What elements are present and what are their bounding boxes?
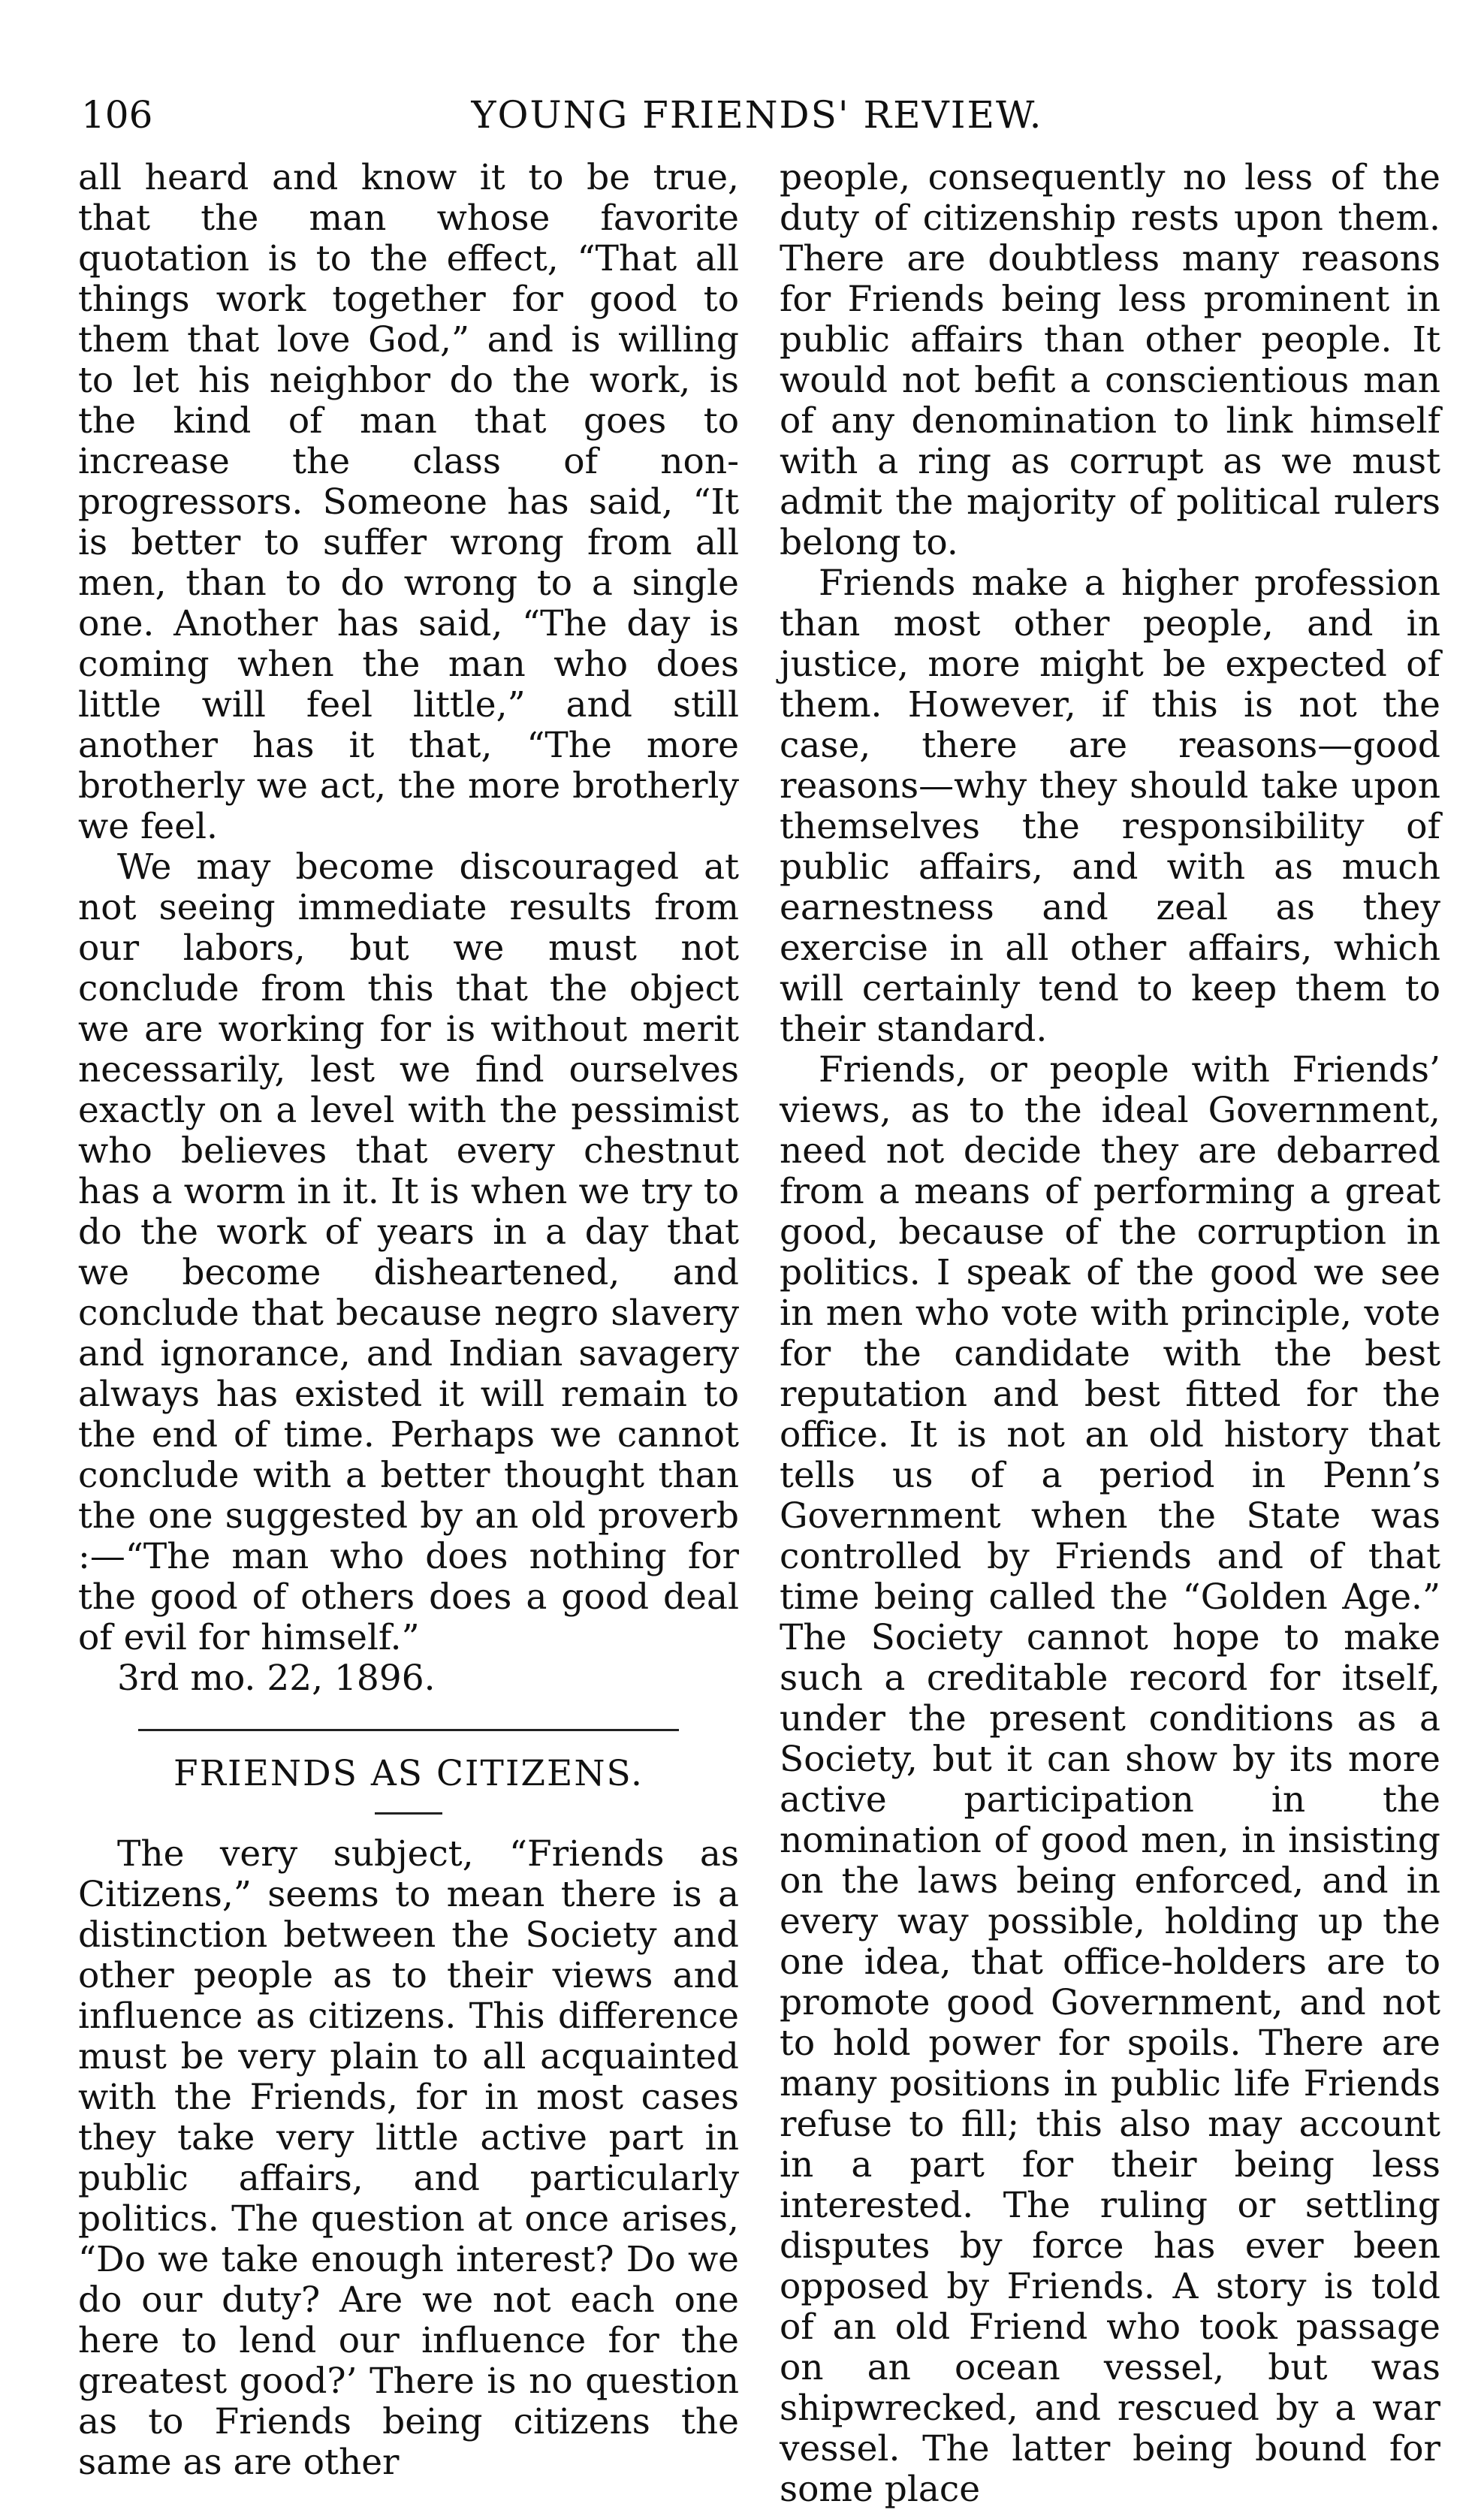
right-paragraph-1: people, consequently no less of the duty of citizenship rests upon them. There are doubtless many reasons for Friends being less prominent in public affairs than other people. It would not befit a conscientious man of any denomination to link himself with a ring as corrupt as we must admit the majority of political rulers belong to.: [780, 157, 1440, 563]
left-paragraph-2: We may become discouraged at not seeing immediate results from our labors, but we must not conclude from this that the object we are working for is without merit necessarily, lest we find ourselves exactly on a level with the pessimist who believes that every chestnut has a worm in it. It is when we try to do the work of years in a day that we become disheartened, and conclude that because negro slavery and ignorance, and Indian savagery always has existed it will remain to the end of time. Perhaps we cannot conclude with a better thought than the one suggested by an old proverb :—“The man who does nothing for the good of others does a good deal of evil for himself.”: [78, 846, 739, 1658]
page-number: 106: [81, 93, 153, 137]
section-divider: [138, 1729, 679, 1731]
page-header: [81, 89, 1433, 141]
left-paragraph-3: The very subject, “Friends as Citizens,” seems to mean there is a distinction between the Society and other people as to their views and influence as citizens. This difference must be very plain to all acquainted with the Friends, for in most cases they take very little active part in public affairs, and particularly politics. The question at once arises, “Do we take enough interest? Do we do our duty? Are we not each one here to lend our influence for the greatest good?’ There is no question as to Friends being citizens the same as are other: [78, 1833, 739, 2483]
section-title: FRIENDS AS CITIZENS.: [173, 1753, 644, 1794]
right-paragraph-3: Friends, or people with Friends’ views, as to the ideal Government, need not decide they are debarred from a means of performing a great good, because of the corruption in politics. I speak of the good we see in men who vote with principle, vote for the candidate with the best reputation and best fitted for the office. It is not an old history that tells us of a period in Penn’s Government when the State was controlled by Friends and of that time being called the “Golden Age.” The Society cannot hope to make such a creditable record for itself, under the present conditions as a Society, but it can show by its more active participation in the nomination of good men, in insisting on the laws being enforced, and in every way possible, holding up the one idea, that office-holders are to promote good Government, and not to hold power for spoils. There are many positions in public life Friends refuse to fill; this also may account in a part for their being less interested. The ruling or settling disputes by force has ever been opposed by Friends. A story is told of an old Friend who took passage on an ocean vessel, but was shipwrecked, and rescued by a war vessel. The latter being bound for some place: [780, 1049, 1440, 2510]
right-column: [780, 158, 1440, 2510]
left-paragraph-1: all heard and know it to be true, that the man whose favorite quotation is to the effect, “That all things work together for good to them that love God,” and is willing to let his neighbor do the work, is the kind of man that goes to increase the class of non-progressors. Someone has said, “It is better to suffer wrong from all men, than to do wrong to a single one. Another has said, “The day is coming when the man who does little will feel little,” and still another has it that, “The more brotherly we act, the more brotherly we feel.: [78, 157, 739, 847]
right-paragraph-2: Friends make a higher profession than most other people, and in justice, more might be expected of them. However, if this is not the case, there are reasons—good reasons—why they should take upon themselves the responsibility of public affairs, and with as much earnestness and zeal as they exercise in all other affairs, which will certainly tend to keep them to their standard.: [780, 563, 1440, 1050]
dateline: 3rd mo. 22, 1896.: [117, 1658, 436, 1699]
left-column: [78, 158, 739, 2483]
running-title: YOUNG FRIENDS' REVIEW.: [471, 93, 1043, 137]
title-underline: [375, 1812, 442, 1815]
